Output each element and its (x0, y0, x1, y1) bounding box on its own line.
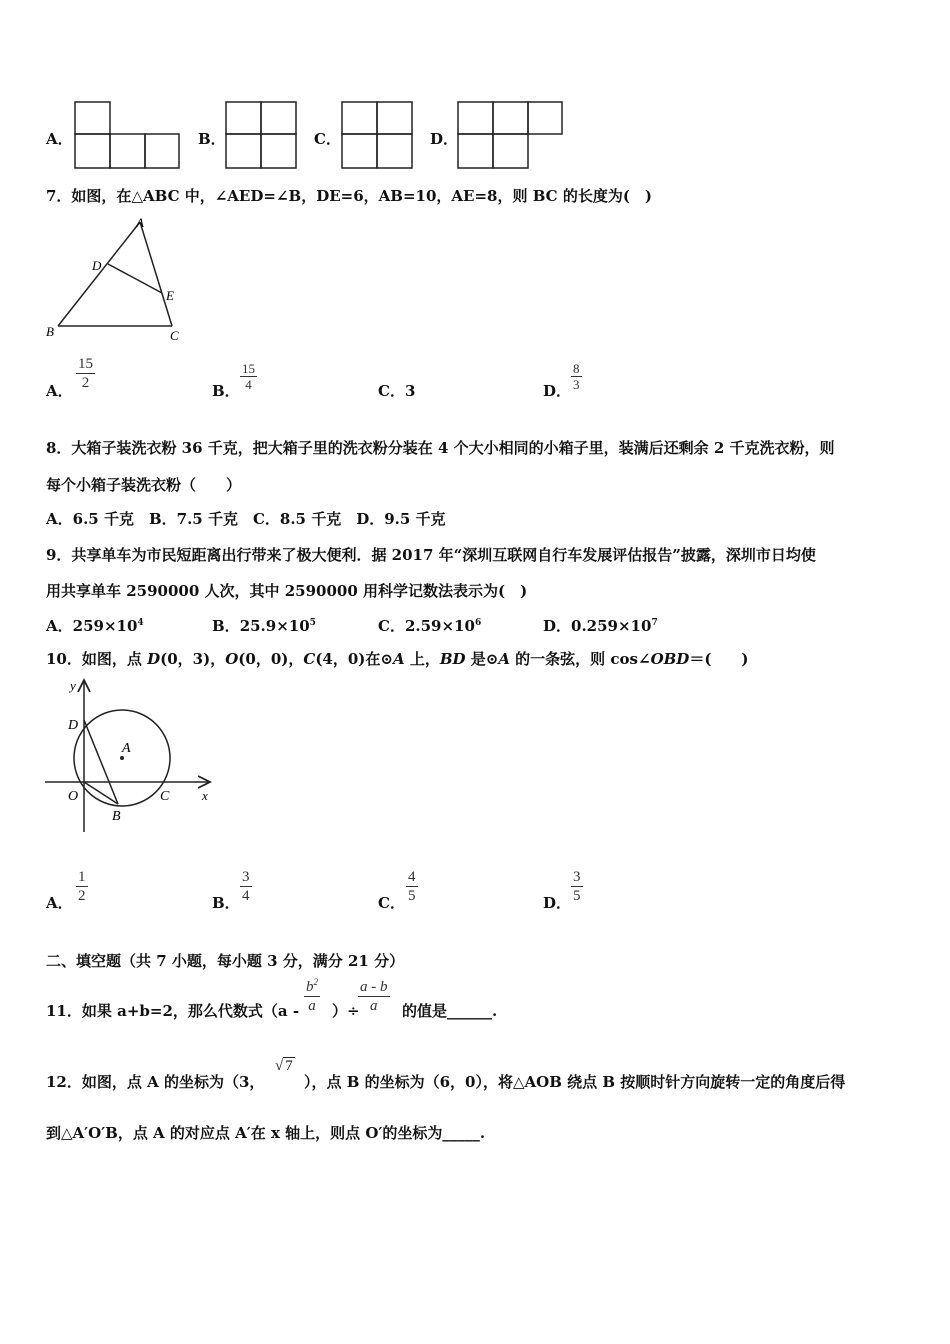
q6-option-d-label: D． (430, 130, 459, 148)
q7-option-d-label: D． (543, 382, 572, 400)
q7-option-c (378, 380, 415, 401)
q6-option-b-label: B． (198, 130, 226, 148)
q9-option-b (212, 615, 316, 636)
q7-label-b: B (46, 324, 54, 339)
q10-stem-part2: 上， (404, 650, 440, 668)
q10-option-a-label: A． (46, 894, 73, 912)
q10-coords-d: (0，3)， (160, 650, 226, 668)
q10-point-o: O (225, 650, 239, 668)
q9-stem-line1: 9．共享单车为市民短距离出行带来了极大便利．据 2017 年“深圳互联网自行车发展评估报告”披露，深圳市日均使 (46, 546, 816, 564)
q7-option-d-num: 8 (573, 361, 580, 376)
q6-option-c-figure (340, 100, 414, 170)
q7-label-c: C (170, 328, 179, 343)
q7-option-b-label: B． (212, 382, 240, 400)
q10-chord-bd: BD (439, 650, 466, 668)
q10-option-d-num: 3 (573, 869, 581, 885)
q9-option-a-base: 259×10 (72, 617, 138, 635)
q10-circle-figure (40, 674, 220, 836)
q7-option-a-num: 15 (78, 356, 93, 372)
q10-label-b: B (112, 809, 121, 824)
q7-label-d: D (92, 258, 102, 273)
q6-option-d-figure (456, 100, 566, 170)
q10-label-d: D (68, 718, 79, 733)
q9-option-b-label: B． (212, 617, 240, 635)
q10-point-a2: A (498, 650, 510, 668)
q6-option-c-label: C． (314, 130, 341, 148)
q11-f2-den: a (370, 998, 378, 1014)
q9-option-a-label: A． (46, 617, 73, 635)
q8-options: A．6.5 千克 B．7.5 千克 C．8.5 千克 D．9.5 千克 (46, 510, 446, 528)
q7-option-d-den: 3 (573, 377, 580, 392)
q10-option-a-fraction (76, 868, 88, 905)
q6-option-a-figure (73, 100, 181, 170)
q10-option-d-den: 5 (573, 888, 581, 904)
q10-option-c-num: 4 (408, 869, 416, 885)
q10-label-o: O (68, 789, 79, 804)
q11-fraction-2 (358, 978, 390, 1015)
q10-label-a: A (122, 741, 131, 756)
q10-label-x: x (202, 788, 208, 803)
radical-icon: √ (275, 1058, 284, 1074)
q11-f1-num-exp: 2 (313, 977, 318, 987)
q7-option-c-value: 3 (404, 382, 416, 400)
q10-stem-part3: 是⊙ (465, 650, 499, 668)
q10-option-a-den: 2 (78, 888, 86, 904)
q7-triangle-figure (40, 212, 190, 347)
q9-option-a-exp: 4 (137, 618, 144, 628)
q7-option-b-fraction (240, 361, 257, 392)
q9-option-b-base: 25.9×10 (239, 617, 310, 635)
q9-option-c (378, 615, 481, 636)
q10-option-c-fraction (406, 868, 418, 905)
q11-suffix: 的值是______. (402, 1002, 498, 1020)
q7-option-c-label: C． (378, 382, 405, 400)
q8-stem-line2: 每个小箱子装洗衣粉（ ） (46, 476, 242, 494)
q7-option-d-fraction (571, 361, 582, 392)
q9-option-c-exp: 6 (474, 618, 482, 628)
q7-stem: 7．如图，在△ABC 中，∠AED=∠B，DE=6，AB=10，AE=8，则 BC 的长度为( ) (46, 187, 653, 205)
q10-label-y: y (70, 678, 76, 693)
q7-option-a-label: A． (46, 382, 73, 400)
q10-label-c: C (160, 789, 170, 804)
q11-f1-den: a (308, 998, 316, 1014)
q10-option-d-fraction (571, 868, 583, 905)
q10-option-a-num: 1 (78, 869, 86, 885)
q9-stem-line2: 用共享单车 2590000 人次，其中 2590000 用科学记数法表示为( ) (46, 582, 528, 600)
q8-stem-line1: 8．大箱子装洗衣粉 36 千克，把大箱子里的洗衣粉分装在 4 个大小相同的小箱子里，装满后还剩余 2 千克洗衣粉，则 (46, 439, 835, 457)
q11-f1-num-base: b (306, 979, 314, 995)
q10-point-a: A (392, 650, 405, 668)
q10-angle-obd: OBD (650, 650, 690, 668)
q10-coords-o: (0，0)， (238, 650, 304, 668)
q10-option-b-fraction (240, 868, 252, 905)
q10-option-c-label: C． (378, 894, 405, 912)
q11-fraction-1 (304, 978, 320, 1015)
q10-option-c-den: 5 (408, 888, 416, 904)
q12-line1-part2: ），点 B 的坐标为（6，0），将△AOB 绕点 B 按顺时针方向旋转一定的角度后得 (304, 1073, 846, 1091)
q10-stem (46, 649, 749, 669)
q9-option-d-base: 0.259×10 (571, 617, 652, 635)
q9-option-d-label: D． (543, 617, 572, 635)
q9-option-b-exp: 5 (309, 618, 316, 628)
q7-option-b-den: 4 (245, 377, 252, 392)
q7-option-a-den: 2 (81, 375, 90, 391)
q9-option-c-base: 2.59×10 (404, 617, 475, 635)
q9-option-d-exp: 7 (651, 618, 658, 628)
q10-point-d: D (147, 650, 161, 668)
q9-option-a (46, 615, 144, 636)
q9-option-c-label: C． (378, 617, 405, 635)
q12-sqrt-value: 7 (285, 1058, 293, 1074)
q12-line1-part1: 12．如图，点 A 的坐标为（3， (46, 1073, 265, 1091)
q10-option-b-den: 4 (242, 888, 250, 904)
q10-option-b-num: 3 (242, 869, 250, 885)
q10-coords-c: (4，0)在⊙ (315, 650, 393, 668)
q11-close-divide: ）÷ (332, 1002, 360, 1020)
q7-option-b-num: 15 (242, 361, 255, 376)
q6-option-b-figure (224, 100, 298, 170)
q6-option-a-label: A． (46, 130, 73, 148)
q11-f1-num (304, 978, 320, 996)
q7-label-a: A (136, 215, 144, 230)
q9-option-d (543, 615, 658, 636)
section-2-heading: 二、填空题（共 7 小题，每小题 3 分，满分 21 分） (46, 952, 405, 970)
q10-stem-part1: 10．如图，点 (46, 650, 148, 668)
q7-label-e: E (166, 288, 174, 303)
q10-option-d-label: D． (543, 894, 572, 912)
q10-stem-part4: 的一条弦，则 cos∠ (509, 650, 651, 668)
q7-option-a-fraction (76, 355, 95, 392)
q12-line2: 到△A′O′B，点 A 的对应点 A′在 x 轴上，则点 O′的坐标为_____. (46, 1124, 486, 1142)
q11-f2-num: a - b (360, 979, 388, 995)
q12-sqrt (275, 1058, 295, 1075)
q11-prefix: 11．如果 a+b=2，那么代数式（a - (46, 1002, 300, 1020)
q10-option-b-label: B． (212, 894, 240, 912)
q10-stem-part5: ＝( ) (689, 650, 749, 668)
q10-point-c: C (303, 650, 316, 668)
